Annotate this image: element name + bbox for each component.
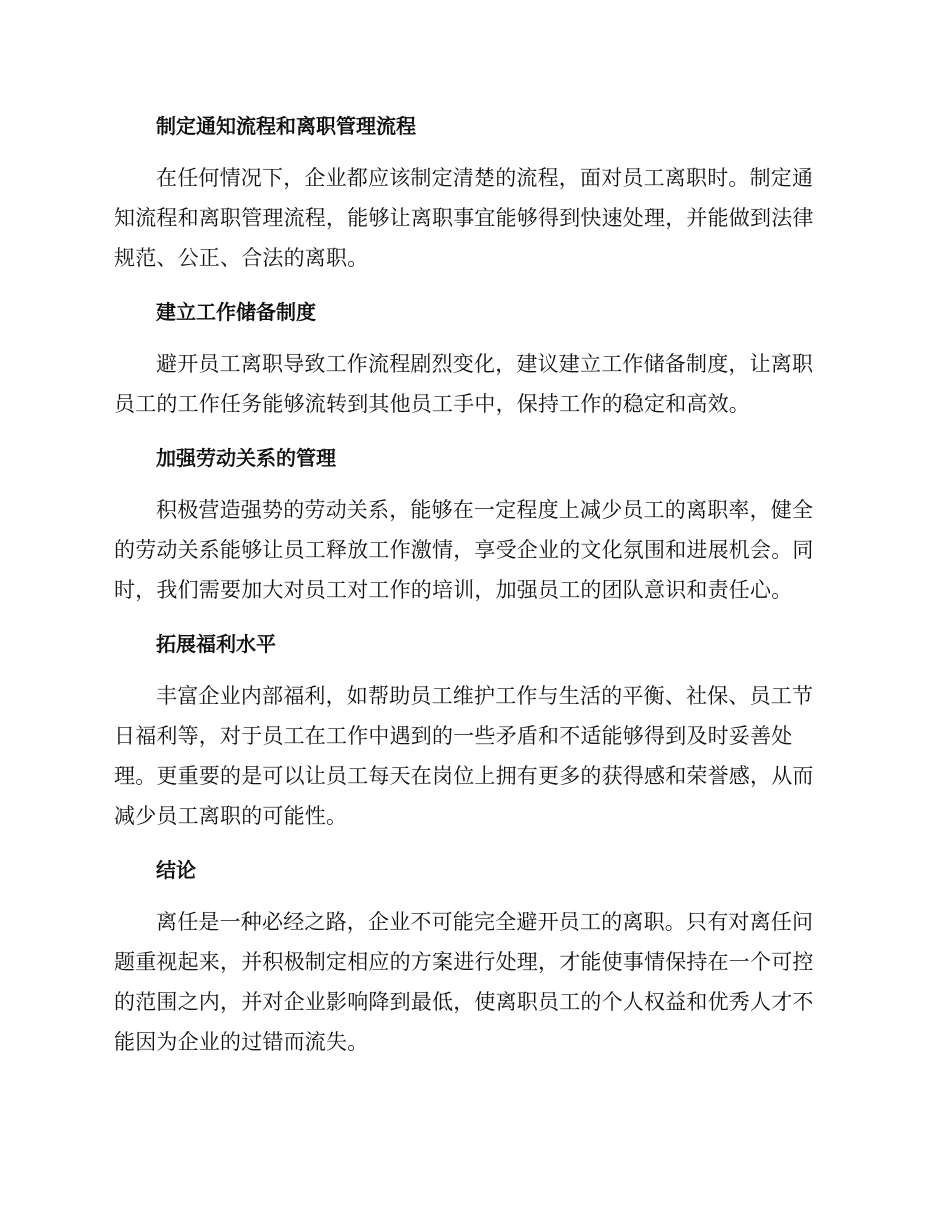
document-content — [114, 106, 834, 1076]
section-heading: 拓展福利水平 — [156, 632, 276, 656]
section-heading: 制定通知流程和离职管理流程 — [156, 114, 416, 138]
section-conclusion — [114, 850, 834, 1062]
section-notification-process — [114, 106, 834, 278]
section-paragraph: 避开员工离职导致工作流程剧烈变化，建议建立工作储备制度，让离职员工的工作任务能够流转到其他员工手中，保持工作的稳定和高效。 — [114, 352, 814, 416]
section-welfare — [114, 624, 834, 836]
section-heading: 建立工作储备制度 — [156, 300, 316, 324]
section-paragraph: 积极营造强势的劳动关系，能够在一定程度上减少员工的离职率，健全的劳动关系能够让员工释放工作激情，享受企业的文化氛围和进展机会。同时，我们需要加大对员工对工作的培训，加强员工的团队意识和责任心。 — [114, 498, 814, 602]
section-paragraph: 离任是一种必经之路，企业不可能完全避开员工的离职。只有对离任问题重视起来，并积极制定相应的方案进行处理，才能使事情保持在一个可控的范围之内，并对企业影响降到最低，使离职员工的个人权益和优秀人才不能因为企业的过错而流失。 — [114, 910, 814, 1054]
section-paragraph: 丰富企业内部福利，如帮助员工维护工作与生活的平衡、社保、员工节日福利等，对于员工在工作中遇到的一些矛盾和不适能够得到及时妥善处理。更重要的是可以让员工每天在岗位上拥有更多的获得感和荣誉感，从而减少员工离职的可能性。 — [114, 684, 814, 828]
section-heading: 加强劳动关系的管理 — [156, 446, 336, 470]
section-work-reserve — [114, 292, 834, 424]
section-paragraph: 在任何情况下，企业都应该制定清楚的流程，面对员工离职时。制定通知流程和离职管理流程，能够让离职事宜能够得到快速处理，并能做到法律规范、公正、合法的离职。 — [114, 166, 814, 270]
section-heading: 结论 — [156, 858, 196, 882]
section-labor-relations — [114, 438, 834, 610]
